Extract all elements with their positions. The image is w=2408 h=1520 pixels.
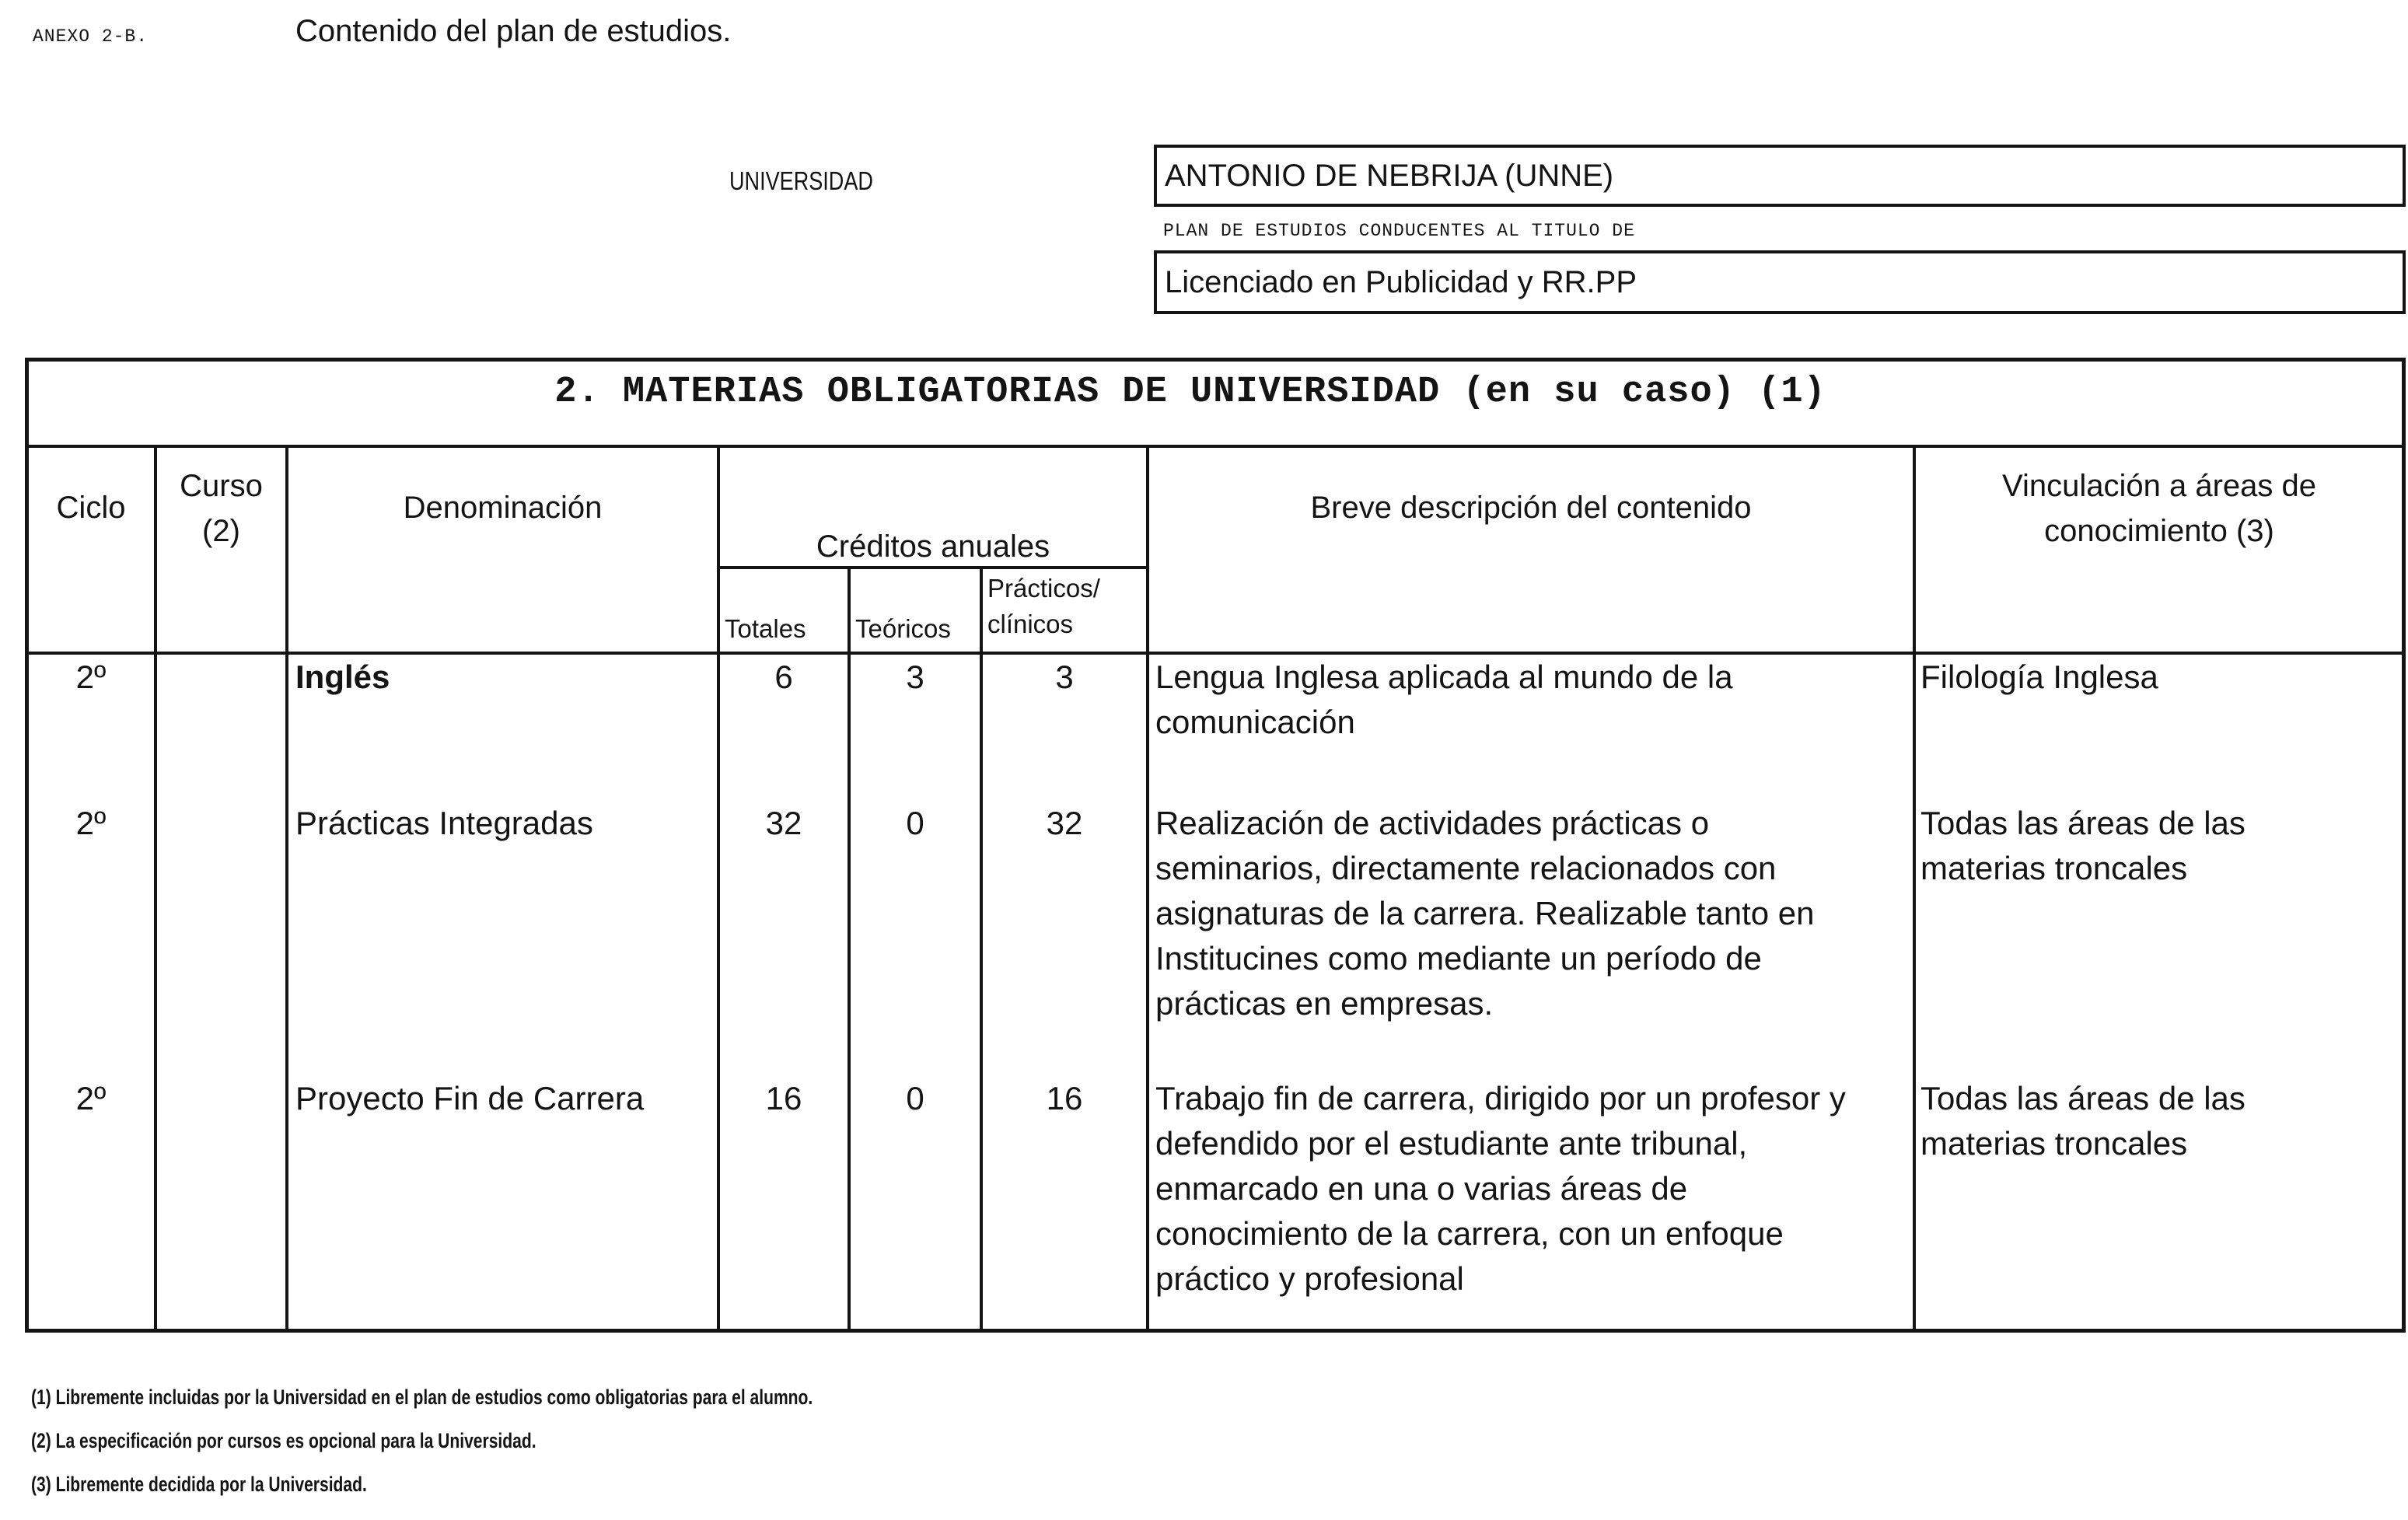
table-rule-col <box>1913 445 1916 1330</box>
row-2-ciclo: 2º <box>75 805 107 841</box>
university-name-field <box>1154 145 2406 207</box>
university-label: UNIVERSIDAD <box>729 166 873 195</box>
row-3-totales: 16 <box>765 1080 802 1116</box>
document-title: Contenido del plan de estudios. <box>295 14 732 48</box>
row-2-denominacion: Prácticas Integradas <box>295 805 593 841</box>
table-rule-title <box>25 445 2406 448</box>
column-header-curso: Curso (2) <box>180 469 263 548</box>
column-header-descripcion: Breve descripción del contenido <box>1310 491 1752 525</box>
university-name: ANTONIO DE NEBRIJA (UNNE) <box>1165 158 1614 193</box>
row-3-denominacion: Proyecto Fin de Carrera <box>295 1080 645 1116</box>
footnote-2: (2) La especificación por cursos es opcional para la Universidad. <box>31 1429 536 1452</box>
annex-code: ANEXO 2-B. <box>33 26 149 47</box>
table-rule-col <box>285 445 288 1330</box>
row-3-teoricos: 0 <box>906 1080 924 1116</box>
table-rule-col <box>154 445 157 1330</box>
row-1-ciclo: 2º <box>75 659 107 695</box>
column-header-totales: Totales <box>725 614 806 643</box>
row-2-descripcion: Realización de actividades prácticas o seminarios, directamente relacionados con asignaturas de la carrera. Realizable tanto en Institucines como mediante un período de prácticas en empresas. <box>1155 805 1815 1022</box>
row-1-vinculacion: Filología Inglesa <box>1920 659 2158 695</box>
column-header-ciclo: Ciclo <box>56 491 126 525</box>
row-2-vinculacion: Todas las áreas de las materias troncales <box>1920 805 2245 886</box>
table-rule-col <box>1146 445 1149 1330</box>
row-3-vinculacion: Todas las áreas de las materias troncales <box>1920 1080 2245 1162</box>
row-2-teoricos: 0 <box>906 805 924 841</box>
row-3-descripcion: Trabajo fin de carrera, dirigido por un profesor y defendido por el estudiante ante tribunal, enmarcado en una o varias áreas de conocimiento de la carrera, con un enfoque práctico y profesional <box>1155 1080 1846 1297</box>
row-1-totales: 6 <box>774 659 793 695</box>
column-header-teoricos: Teóricos <box>855 614 951 643</box>
row-3-ciclo: 2º <box>75 1080 107 1116</box>
degree-name: Licenciado en Publicidad y RR.PP <box>1165 264 1637 299</box>
column-header-denominacion: Denominación <box>403 491 603 525</box>
table-rule-col <box>717 445 720 1330</box>
row-1-denominacion: Inglés <box>295 659 390 695</box>
row-1-practicos: 3 <box>1055 659 1074 695</box>
row-2-practicos: 32 <box>1046 805 1083 841</box>
row-2-totales: 32 <box>765 805 802 841</box>
column-header-practicos: Prácticos/ clínicos <box>987 574 1100 638</box>
section-title: 2. MATERIAS OBLIGATORIAS DE UNIVERSIDAD (en su caso) (1) <box>554 372 1826 413</box>
column-header-vinculacion: Vinculación a áreas de conocimiento (3) <box>2002 469 2316 548</box>
footnote-1: (1) Libremente incluidas por la Universidad en el plan de estudios como obligatorias para el alumno. <box>31 1385 813 1409</box>
footnote-3: (3) Libremente decidida por la Universidad. <box>31 1473 367 1496</box>
row-3-practicos: 16 <box>1046 1080 1083 1116</box>
plan-label: PLAN DE ESTUDIOS CONDUCENTES AL TITULO DE <box>1163 221 1635 241</box>
row-1-descripcion: Lengua Inglesa aplicada al mundo de la comunicación <box>1155 659 1733 740</box>
column-header-creditos: Créditos anuales <box>816 529 1050 564</box>
degree-field <box>1154 250 2406 314</box>
row-1-teoricos: 3 <box>906 659 924 695</box>
